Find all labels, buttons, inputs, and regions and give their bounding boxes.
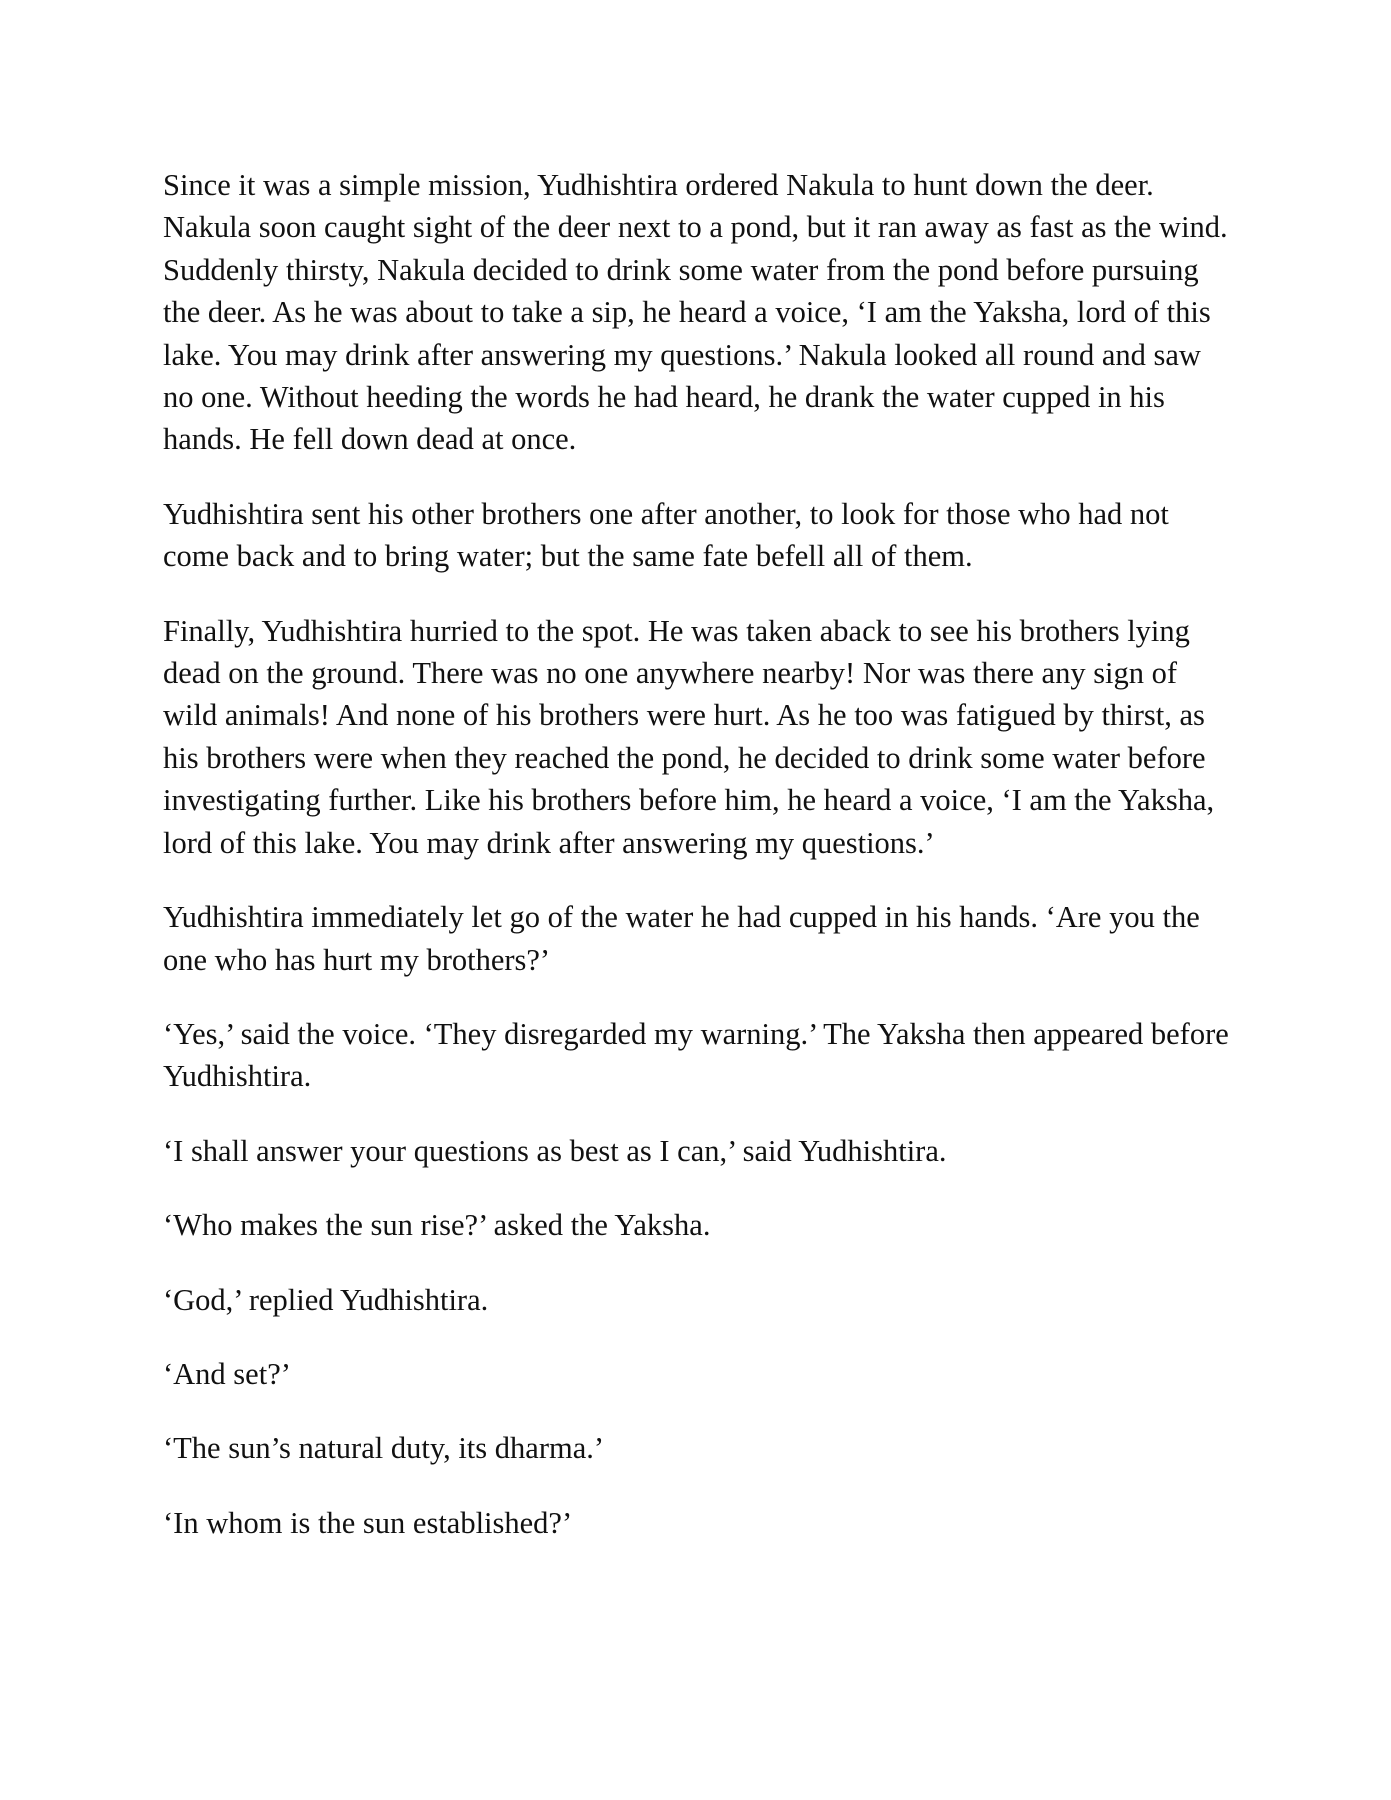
paragraph-9: ‘And set?’ <box>163 1356 291 1391</box>
paragraph-3: Finally, Yudhishtira hurried to the spot. He was taken aback to see his brothers lying dead on the ground. There was no one anywhere nearby! Nor was there any sign of wild animals! And none of his brothers were hurt. As he too was fatigued by thirst, as his brothers were when they reached the pond, he decided to drink some water before investigating further. Like his brothers before him, he heard a voice, ‘I am the Yaksha, lord of this lake. You may drink after answering my questions.’ <box>163 613 1215 860</box>
paragraph-7: ‘Who makes the sun rise?’ asked the Yaksha. <box>163 1208 711 1243</box>
paragraph-10: ‘The sun’s natural duty, its dharma.’ <box>163 1431 605 1466</box>
paragraph-8: ‘God,’ replied Yudhishtira. <box>163 1282 489 1317</box>
paragraph-11: ‘In whom is the sun established?’ <box>163 1505 573 1540</box>
paragraph-4: Yudhishtira immediately let go of the water he had cupped in his hands. ‘Are you the one who has hurt my brothers?’ <box>163 900 1200 977</box>
paragraph-6: ‘I shall answer your questions as best as I can,’ said Yudhishtira. <box>163 1133 947 1168</box>
paragraph-1: Since it was a simple mission, Yudhishtira ordered Nakula to hunt down the deer. Nakula soon caught sight of the deer next to a pond, but it ran away as fast as the wind. Suddenly thirsty, Nakula decided to drink some water from the pond before pursuing the deer. As he was about to take a sip, he heard a voice, ‘I am the Yaksha, lord of this lake. You may drink after answering my questions.’ Nakula looked all round and saw no one. Without heeding the words he had heard, he drank the water cupped in his hands. He fell down dead at once. <box>163 168 1228 457</box>
paragraph-5: ‘Yes,’ said the voice. ‘They disregarded my warning.’ The Yaksha then appeared before Yudhishtira. <box>163 1016 1229 1094</box>
paragraph-2: Yudhishtira sent his other brothers one after another, to look for those who had not come back and to bring water; but the same fate befell all of them. <box>163 496 1169 574</box>
text-body <box>163 164 1238 1576</box>
